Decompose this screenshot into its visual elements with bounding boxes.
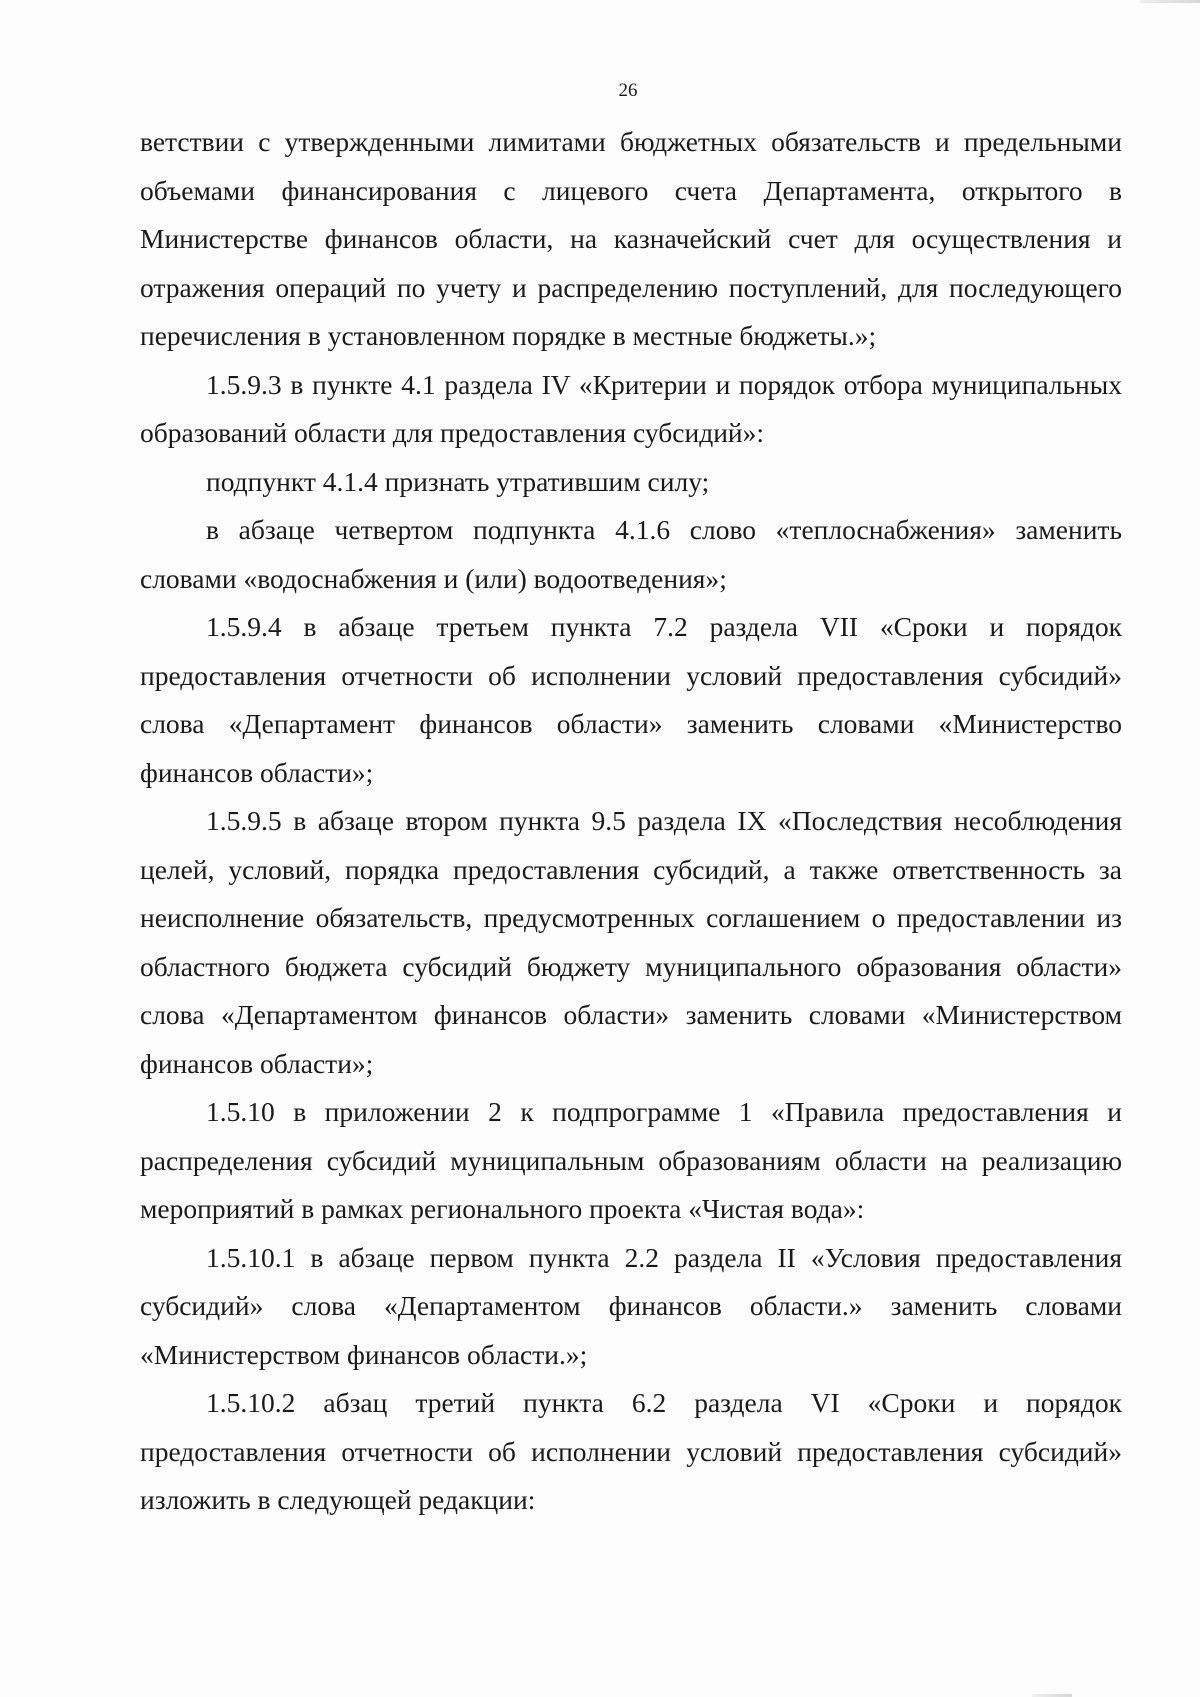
paragraph: ветствии с утвержденными лимитами бюджетных обязательств и предельными объемами финансирования с лицевого счета Департамента, открытого в Министерстве финансов области, на казначейский счет для осуществления и отражения операций по учету и распределению поступлений, для последующего перечисления в установленном порядке в местные бюджеты.»; [140, 126, 1122, 351]
paragraph: 1.5.9.4 в абзаце третьем пункта 7.2 раздела VII «Сроки и порядок предоставления отчетности об исполнении условий предоставления субсидий» слова «Департамент финансов области» заменить словами «Министерство финансов области»; [140, 611, 1122, 788]
paragraph: 1.5.10.2 абзац третий пункта 6.2 раздела VI «Сроки и порядок предоставления отчетности об исполнении условий предоставления субсидий» изложить в следующей редакции: [140, 1387, 1122, 1515]
paragraph: 1.5.10 в приложении 2 к подпрограмме 1 «Правила предоставления и распределения субсидий муниципальным образованиям области на реализацию мероприятий в рамках регионального проекта «Чистая вода»: [140, 1096, 1122, 1224]
document-body [140, 118, 1122, 1525]
paragraph: 1.5.10.1 в абзаце первом пункта 2.2 раздела II «Условия предоставления субсидий» слова «Департаментом финансов области.» заменить словами «Министерством финансов области.»; [140, 1241, 1122, 1370]
paragraph: в абзаце четвертом подпункта 4.1.6 слово «теплоснабжения» заменить словами «водоснабжения и (или) водоотведения»; [140, 514, 1122, 594]
paragraph: 1.5.9.5 в абзаце втором пункта 9.5 раздела IX «Последствия несоблюдения целей, условий, порядка предоставления субсидий, а также ответственность за неисполнение обязательств, предусмотренных соглашением о предоставлении из областного бюджета субсидий бюджету муниципального образования области» слова «Департаментом финансов области» заменить словами «Министерством финансов области»; [140, 805, 1122, 1079]
scan-edge-mark [1140, 0, 1200, 3]
page-number: 26 [618, 80, 638, 101]
paragraph: подпункт 4.1.4 признать утратившим силу; [206, 465, 710, 497]
paragraph: 1.5.9.3 в пункте 4.1 раздела IV «Критерии и порядок отбора муниципальных образований области для предоставления субсидий»: [140, 368, 1122, 448]
